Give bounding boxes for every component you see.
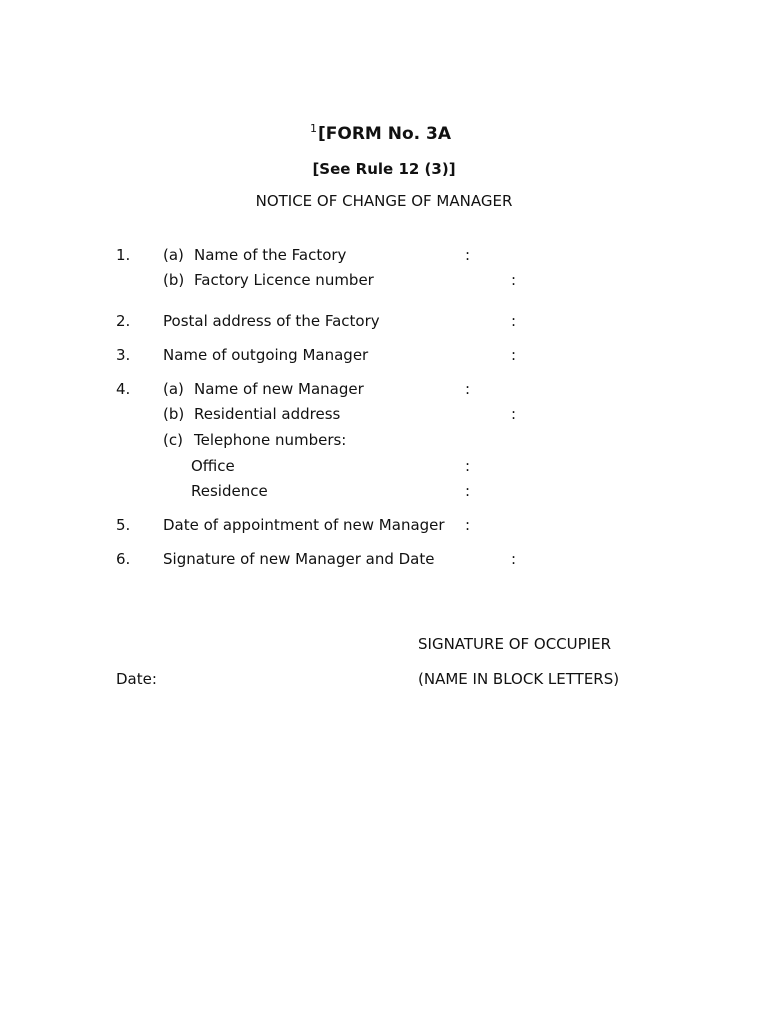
item-5-text: Date of appointment of new Manager bbox=[163, 516, 445, 534]
item-4-number: 4. bbox=[116, 380, 131, 398]
item-4c-office-colon: : bbox=[465, 457, 471, 475]
item-2-colon: : bbox=[511, 312, 517, 330]
item-4a-text: Name of new Manager bbox=[194, 380, 364, 398]
item-1a-text: Name of the Factory bbox=[194, 246, 347, 264]
item-6-colon: : bbox=[511, 550, 517, 568]
item-4b-colon: : bbox=[511, 405, 517, 423]
item-6-text: Signature of new Manager and Date bbox=[163, 550, 435, 568]
name-block-letters-label: (NAME IN BLOCK LETTERS) bbox=[418, 670, 620, 688]
item-4c-residence-label: Residence bbox=[191, 482, 268, 500]
item-4c-residence-colon: : bbox=[465, 482, 471, 500]
item-3-colon: : bbox=[511, 346, 517, 364]
item-4c-label: (c) bbox=[163, 431, 183, 449]
item-1-number: 1. bbox=[116, 246, 131, 264]
item-3-number: 3. bbox=[116, 346, 131, 364]
signature-of-occupier-label: SIGNATURE OF OCCUPIER bbox=[418, 635, 612, 653]
item-5-colon: : bbox=[465, 516, 471, 534]
item-5-number: 5. bbox=[116, 516, 131, 534]
item-4b-text: Residential address bbox=[194, 405, 341, 423]
item-4c-office-label: Office bbox=[191, 457, 235, 475]
item-1a-label: (a) bbox=[163, 246, 184, 264]
form-title bbox=[310, 122, 451, 144]
item-4a-label: (a) bbox=[163, 380, 184, 398]
item-1b-label: (b) bbox=[163, 271, 185, 289]
item-1b-text: Factory Licence number bbox=[194, 271, 374, 289]
item-2-text: Postal address of the Factory bbox=[163, 312, 380, 330]
item-4c-text: Telephone numbers: bbox=[194, 431, 347, 449]
item-6-number: 6. bbox=[116, 550, 131, 568]
rule-reference: [See Rule 12 (3)] bbox=[312, 160, 456, 178]
item-4b-label: (b) bbox=[163, 405, 185, 423]
item-4a-colon: : bbox=[465, 380, 471, 398]
item-2-number: 2. bbox=[116, 312, 131, 330]
footnote-mark: 1 bbox=[310, 122, 317, 135]
date-label: Date: bbox=[116, 670, 157, 688]
notice-title: NOTICE OF CHANGE OF MANAGER bbox=[255, 192, 513, 210]
item-1b-colon: : bbox=[511, 271, 517, 289]
form-title-text: [FORM No. 3A bbox=[318, 124, 452, 144]
item-1a-colon: : bbox=[465, 246, 471, 264]
item-3-text: Name of outgoing Manager bbox=[163, 346, 369, 364]
